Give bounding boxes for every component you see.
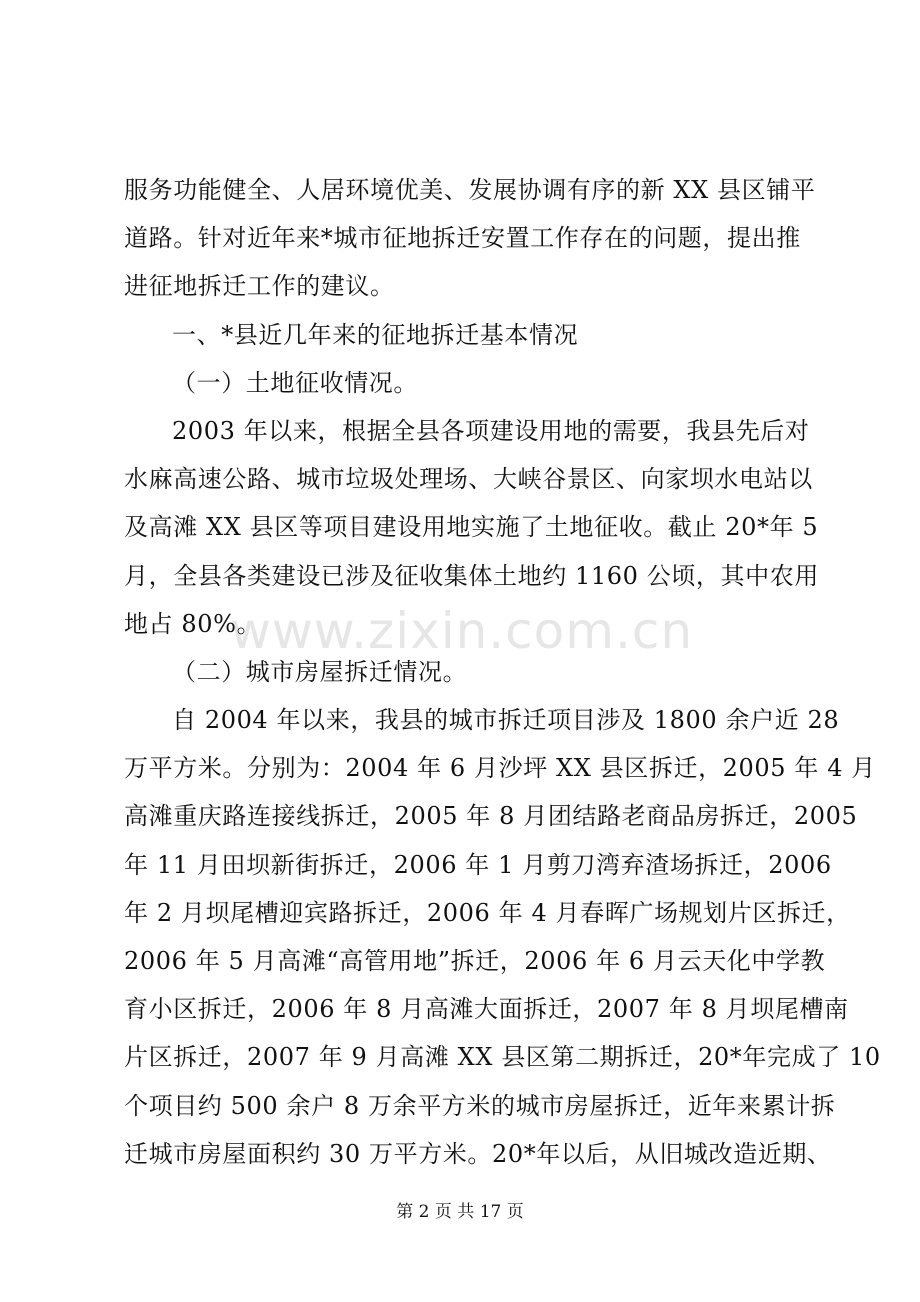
watermark: www.zixin.com.cn bbox=[230, 602, 694, 660]
text-line: 年 11 月田坝新街拆迁，2006 年 1 月剪刀湾弃渣场拆迁，2006 bbox=[124, 850, 832, 879]
subsection-heading: （一）土地征收情况。 bbox=[172, 368, 418, 397]
text-line: 迁城市房屋面积约 30 万平方米。20*年以后，从旧城改造近期、 bbox=[124, 1139, 832, 1168]
paragraph-start: 2003 年以来，根据全县各项建设用地的需要，我县先后对 bbox=[172, 416, 810, 445]
text-line: 高滩重庆路连接线拆迁，2005 年 8 月团结路老商品房拆迁，2005 bbox=[124, 802, 858, 831]
text-line: 进征地拆迁工作的建议。 bbox=[124, 272, 395, 301]
text-line: 万平方米。分别为：2004 年 6 月沙坪 XX 县区拆迁，2005 年 4 月 bbox=[124, 754, 876, 783]
section-heading: 一、*县近几年来的征地拆迁基本情况 bbox=[172, 320, 579, 349]
text-line: 服务功能健全、人居环境优美、发展协调有序的新 XX 县区铺平 bbox=[124, 176, 816, 204]
text-line: 片区拆迁，2007 年 9 月高滩 XX 县区第二期拆迁，20*年完成了 10 bbox=[124, 1043, 881, 1072]
text-line: 2006 年 5 月高滩“高管用地”拆迁，2006 年 6 月云天化中学教 bbox=[124, 947, 826, 975]
text-line: 年 2 月坝尾槽迎宾路拆迁，2006 年 4 月春晖广场规划片区拆迁， bbox=[124, 898, 851, 927]
text-line: 育小区拆迁，2006 年 8 月高滩大面拆迁，2007 年 8 月坝尾槽南 bbox=[124, 995, 849, 1024]
body-text bbox=[124, 166, 881, 1178]
text-line: 及高滩 XX 县区等项目建设用地实施了土地征收。截止 20*年 5 bbox=[124, 513, 819, 542]
subsection-heading: （二）城市房屋拆迁情况。 bbox=[172, 657, 468, 686]
text-line: 水麻高速公路、城市垃圾处理场、大峡谷景区、向家坝水电站以 bbox=[124, 465, 813, 494]
page-footer: 第 2 页 共 17 页 bbox=[396, 1202, 524, 1222]
text-line: 个项目约 500 余户 8 万余平方米的城市房屋拆迁，近年来累计拆 bbox=[124, 1091, 836, 1120]
text-line: 道路。针对近年来*城市征地拆迁安置工作存在的问题，提出推 bbox=[124, 224, 801, 253]
paragraph-start: 自 2004 年以来，我县的城市拆迁项目涉及 1800 余户近 28 bbox=[172, 706, 840, 735]
text-line: 地占 80%。 bbox=[124, 609, 262, 638]
text-line: 月，全县各类建设已涉及征收集体土地约 1160 公顷，其中农用 bbox=[124, 561, 819, 590]
